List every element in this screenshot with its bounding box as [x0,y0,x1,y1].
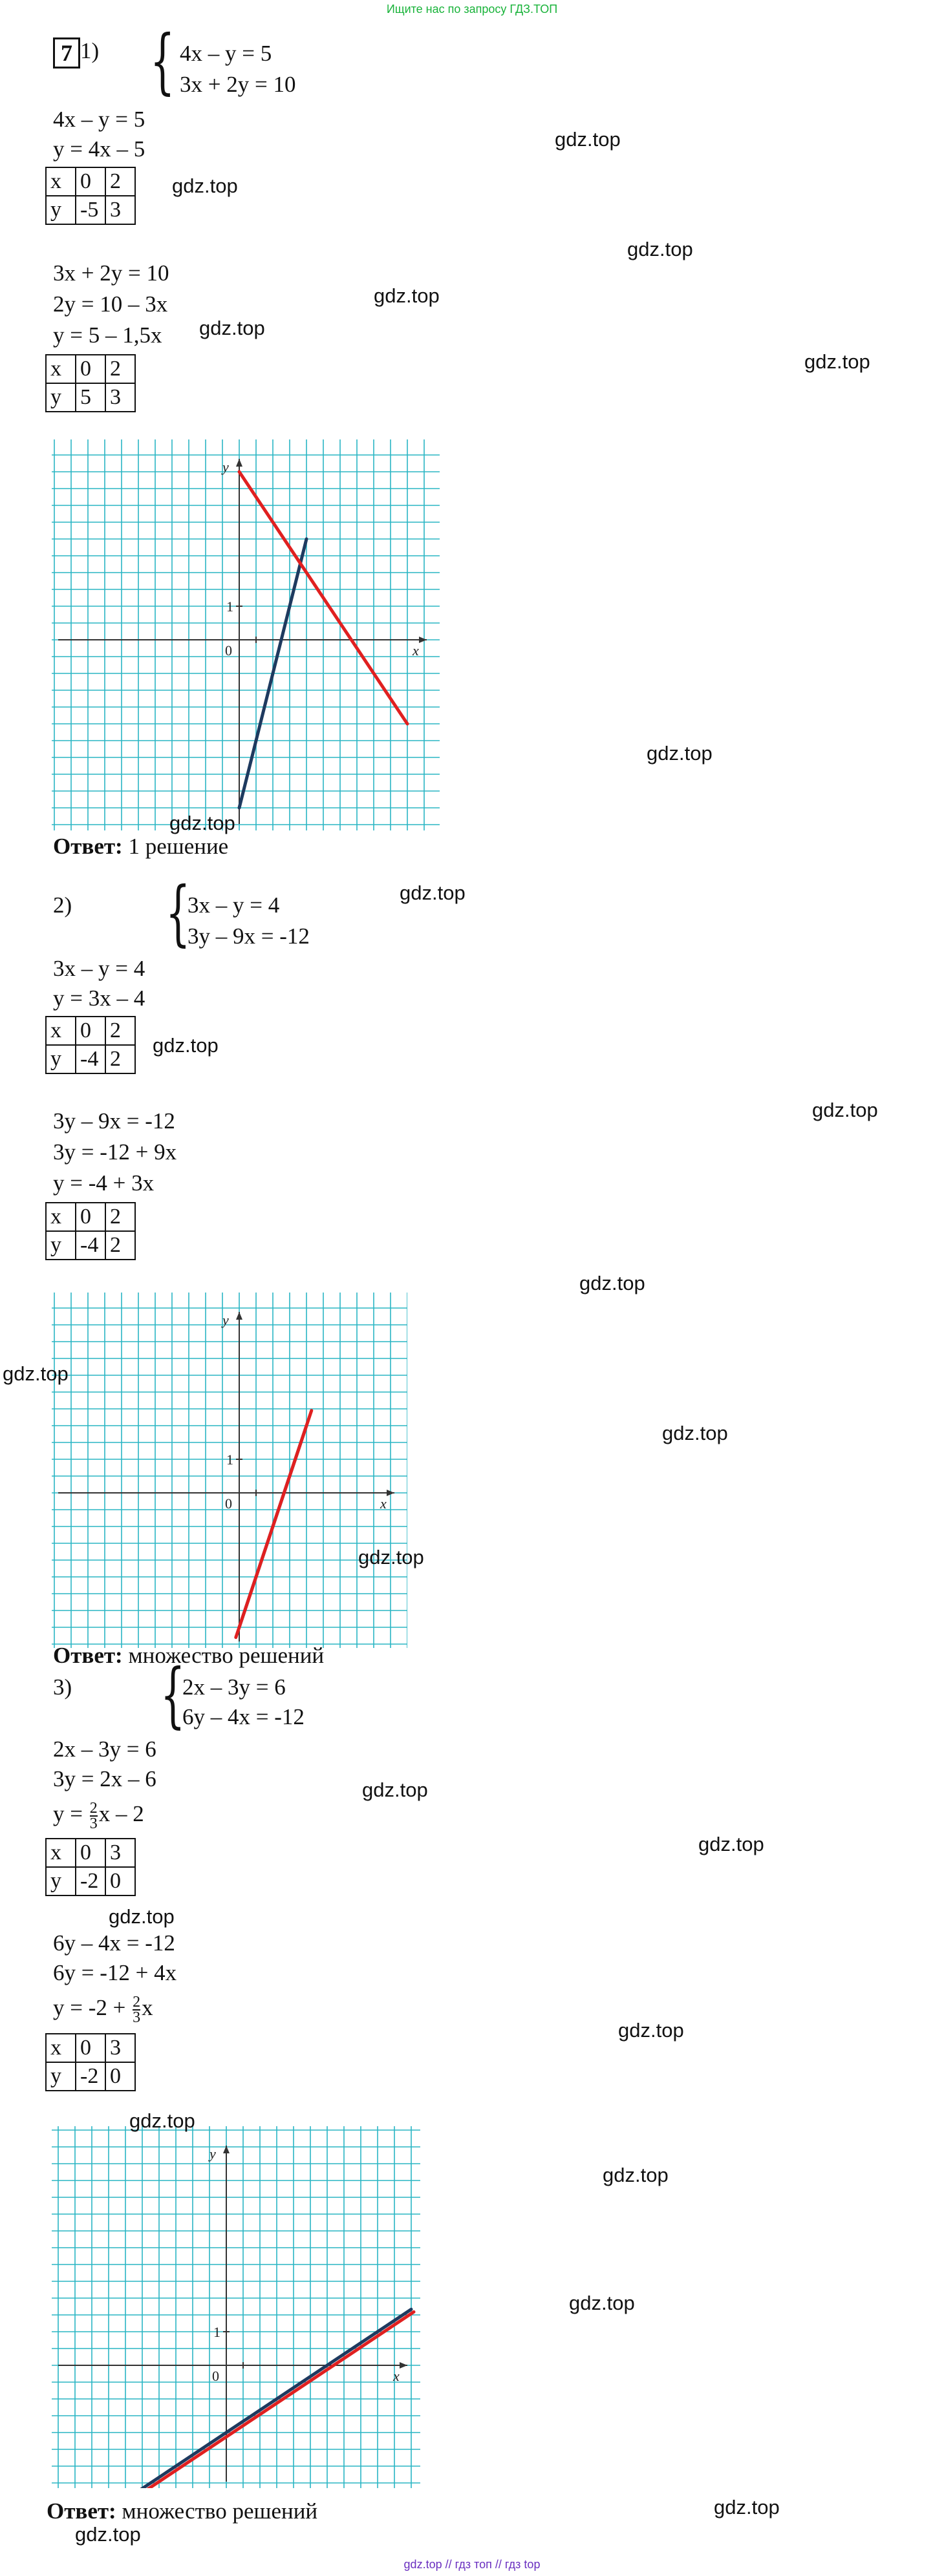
part2-step: 3y – 9x = -12 [53,1108,175,1134]
watermark: gdz.top [75,2523,141,2546]
watermark: gdz.top [199,317,265,339]
watermark: gdz.top [374,284,440,307]
part2-system-eq2: 3y – 9x = -12 [188,924,310,949]
watermark: gdz.top [109,1905,175,1928]
watermark: gdz.top [812,1099,878,1121]
footer-note: gdz.top // гдз топ // гдз top [403,2558,541,2571]
y-axis-label: y [222,459,229,475]
watermark: gdz.top [662,1422,728,1444]
y-axis-arrow [236,459,242,467]
values-table: x 0 3 y -2 0 [45,1838,136,1896]
header-note: Ищите нас по запросу ГДЗ.ТОП [386,3,558,16]
values-table: x 0 2 y -5 3 [45,167,136,225]
watermark: gdz.top [603,2164,669,2186]
watermark: gdz.top [618,2019,684,2042]
watermark: gdz.top [579,1272,645,1294]
part2-label: 2) [53,892,72,918]
watermark: gdz.top [129,2109,195,2132]
origin-label: 0 [212,2368,219,2384]
part3-answer: Ответ: множество решений [47,2498,318,2524]
watermark: gdz.top [153,1034,219,1057]
watermark: gdz.top [169,812,235,834]
part2-system-eq1: 3x – y = 4 [188,892,280,918]
graph-part1 [52,439,440,830]
part3-label: 3) [53,1674,72,1700]
x-axis-label: x [413,642,419,659]
watermark: gdz.top [362,1779,428,1801]
y-axis-label: y [222,1312,229,1328]
watermark: gdz.top [172,174,238,197]
values-table: x 0 2 y -4 2 [45,1016,136,1074]
y-unit-label: 1 [213,2324,220,2340]
part1-answer: Ответ: 1 решение [53,834,229,859]
y-unit-label: 1 [226,598,233,615]
line-red [78,2312,414,2488]
part1-step: 2y = 10 – 3x [53,291,168,317]
values-table: x 0 2 y 5 3 [45,354,136,412]
y-axis-label: y [209,2146,216,2162]
y-unit-label: 1 [226,1452,233,1468]
system-brace: { [150,19,175,102]
part3-step: 6y – 4x = -12 [53,1930,175,1956]
system-brace: { [160,1653,186,1736]
watermark: gdz.top [627,238,693,260]
watermark: gdz.top [698,1833,764,1855]
part3-step: 6y = -12 + 4x [53,1960,177,1985]
part3-fraction-eq: y = $\frac{2}{3}$ x – 2 [53,1799,144,1832]
part2-step: y = -4 + 3x [53,1170,155,1196]
watermark: gdz.top [804,350,870,373]
watermark: gdz.top [569,2292,635,2314]
origin-label: 0 [225,1495,232,1512]
part2-step: 3x – y = 4 [53,956,145,981]
part1-step: y = 4x – 5 [53,136,145,162]
watermark: gdz.top [358,1546,424,1568]
part3-system-eq2: 6y – 4x = -12 [182,1704,305,1729]
y-axis-arrow [236,1312,242,1320]
watermark: gdz.top [647,742,713,765]
part2-answer: Ответ: множество решений [53,1643,325,1668]
graph-part3 [52,2126,420,2488]
system-brace: { [166,871,191,954]
graph-part2 [52,1293,407,1648]
watermark: gdz.top [714,2496,780,2518]
values-table: x 0 2 y -4 2 [45,1202,136,1260]
x-axis-label: x [393,2368,400,2384]
part1-step: 3x + 2y = 10 [53,260,169,286]
x-axis-label: x [380,1495,387,1512]
task-number: 7 [53,37,80,69]
part1-step: y = 5 – 1,5x [53,322,162,348]
part3-system-eq1: 2x – 3y = 6 [182,1674,286,1700]
values-table: x 0 3 y -2 0 [45,2033,136,2091]
part1-system-eq2: 3x + 2y = 10 [180,72,296,97]
part3-step: 2x – 3y = 6 [53,1737,156,1762]
part2-step: y = 3x – 4 [53,986,145,1011]
x-axis-arrow [400,2362,407,2369]
part2-step: 3y = -12 + 9x [53,1139,177,1165]
watermark: gdz.top [400,882,466,904]
watermark: gdz.top [555,128,621,151]
part1-label: 1) [80,38,100,63]
watermark: gdz.top [3,1362,69,1385]
part1-system-eq1: 4x – y = 5 [180,41,272,66]
part1-step: 4x – y = 5 [53,107,145,132]
part3-step: 3y = 2x – 6 [53,1766,156,1791]
origin-label: 0 [225,642,232,659]
line-red [236,1411,312,1638]
x-axis-arrow [419,637,427,643]
part3-fraction-eq: y = -2 + $\frac{2}{3}$ x [53,1993,153,2026]
